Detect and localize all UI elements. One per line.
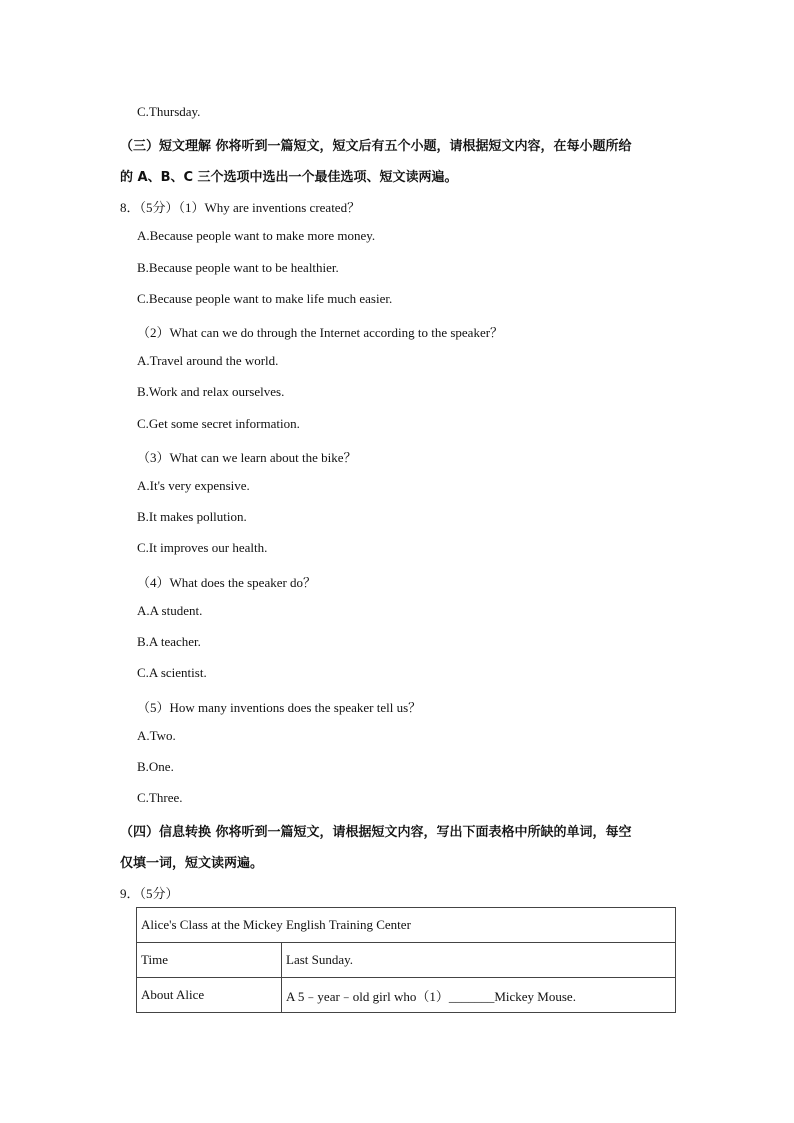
q8-4-option-c: C.A scientist. (137, 665, 207, 680)
table-cell-label: About Alice (137, 978, 282, 1013)
table-cell-value: A 5﹣year﹣old girl who（1）_______Mickey Mouse. (282, 978, 676, 1013)
q8-2-option-b: B.Work and relax ourselves. (137, 384, 285, 399)
section3-instruction-line2: 的 A、B、C 三个选项中选出一个最佳选项、短文读两遍。 (120, 170, 458, 185)
q8-1-option-a: A.Because people want to make more money. (137, 228, 376, 243)
table-cell-value: Last Sunday. (282, 943, 676, 978)
q8-5-option-a: A.Two. (137, 728, 176, 743)
q7-option-c: C.Thursday. (137, 104, 201, 119)
table-row (137, 978, 676, 1013)
section4-instruction-line1: （四）信息转换 你将听到一篇短文，请根据短文内容，写出下面表格中所缺的单词，每空 (120, 825, 632, 840)
q8-question-4: （4）What does the speaker do？ (137, 575, 317, 590)
q8-question-5: （5）How many inventions does the speaker tell us？ (137, 700, 422, 715)
q9-header: 9．（5分） (120, 886, 179, 901)
q8-2-option-a: A.Travel around the world. (137, 353, 279, 368)
q8-4-option-b: B.A teacher. (137, 634, 201, 649)
table-title-row (137, 908, 676, 943)
q8-1-option-c: C.Because people want to make life much easier. (137, 291, 393, 306)
q8-question-1: 8．（5分）（1）Why are inventions created？ (120, 200, 361, 215)
info-table (136, 907, 676, 1013)
table-cell-label: Time (137, 943, 282, 978)
table-row (137, 943, 676, 978)
q8-4-option-a: A.A student. (137, 603, 203, 618)
q8-1-option-b: B.Because people want to be healthier. (137, 260, 339, 275)
section3-instruction-line1: （三）短文理解 你将听到一篇短文，短文后有五个小题，请根据短文内容，在每小题所给 (120, 139, 632, 154)
q8-5-option-b: B.One. (137, 759, 174, 774)
table-title: Alice's Class at the Mickey English Training Center (137, 908, 676, 943)
q8-3-option-a: A.It's very expensive. (137, 478, 250, 493)
q8-3-option-c: C.It improves our health. (137, 540, 268, 555)
q8-question-3: （3）What can we learn about the bike？ (137, 450, 357, 465)
q8-3-option-b: B.It makes pollution. (137, 509, 247, 524)
q8-question-2: （2）What can we do through the Internet according to the speaker？ (137, 325, 504, 340)
q8-2-option-c: C.Get some secret information. (137, 416, 300, 431)
section4-instruction-line2: 仅填一词，短文读两遍。 (120, 856, 264, 871)
q8-5-option-c: C.Three. (137, 790, 183, 805)
